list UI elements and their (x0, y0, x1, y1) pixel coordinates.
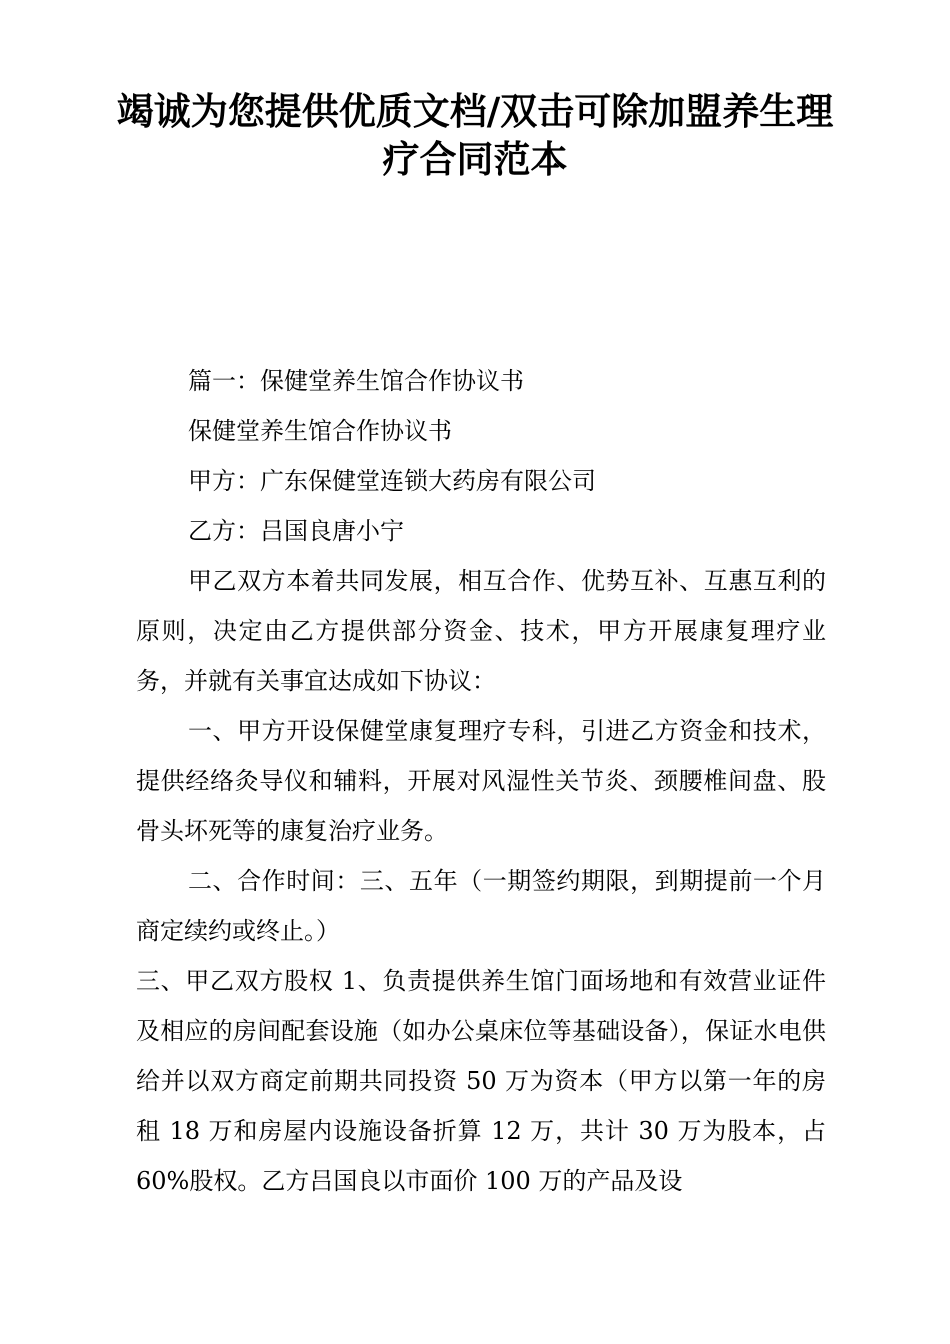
paragraph-clause-3: 三、甲乙双方股权 1、负责提供养生馆门面场地和有效营业证件及相应的房间配套设施（如办公桌床位等基础设备），保证水电供给并以双方商定前期共同投资 50 万为资本（甲方以第一年的房租 18 万和房屋内设施设备折算 12 万，共计 30 万为股本，占 60%股权。乙方吕国良以市面价 100 万的产品及设 (136, 967, 826, 1195)
paragraph-preamble: 甲乙双方本着共同发展，相互合作、优势互补、互惠互利的原则，决定由乙方提供部分资金、技术，甲方开展康复理疗业务，并就有关事宜达成如下协议： (136, 567, 826, 695)
document-title: 竭诚为您提供优质文档/双击可除加盟养生理疗合同范本 (116, 90, 834, 181)
document-body (136, 356, 826, 1206)
paragraph-clause-1: 一、甲方开设保健堂康复理疗专科，引进乙方资金和技术，提供经络灸导仪和辅料，开展对风湿性关节炎、颈腰椎间盘、股骨头坏死等的康复治疗业务。 (136, 717, 826, 845)
paragraph-chapter-heading: 篇一：保健堂养生馆合作协议书 (188, 367, 524, 395)
paragraph-party-a: 甲方：广东保健堂连锁大药房有限公司 (188, 467, 596, 495)
paragraph-clause-2: 二、合作时间：三、五年（一期签约期限，到期提前一个月商定续约或终止。） (136, 867, 826, 945)
paragraph-party-b: 乙方：吕国良唐小宁 (188, 517, 404, 545)
paragraph-agreement-title: 保健堂养生馆合作协议书 (188, 417, 452, 445)
